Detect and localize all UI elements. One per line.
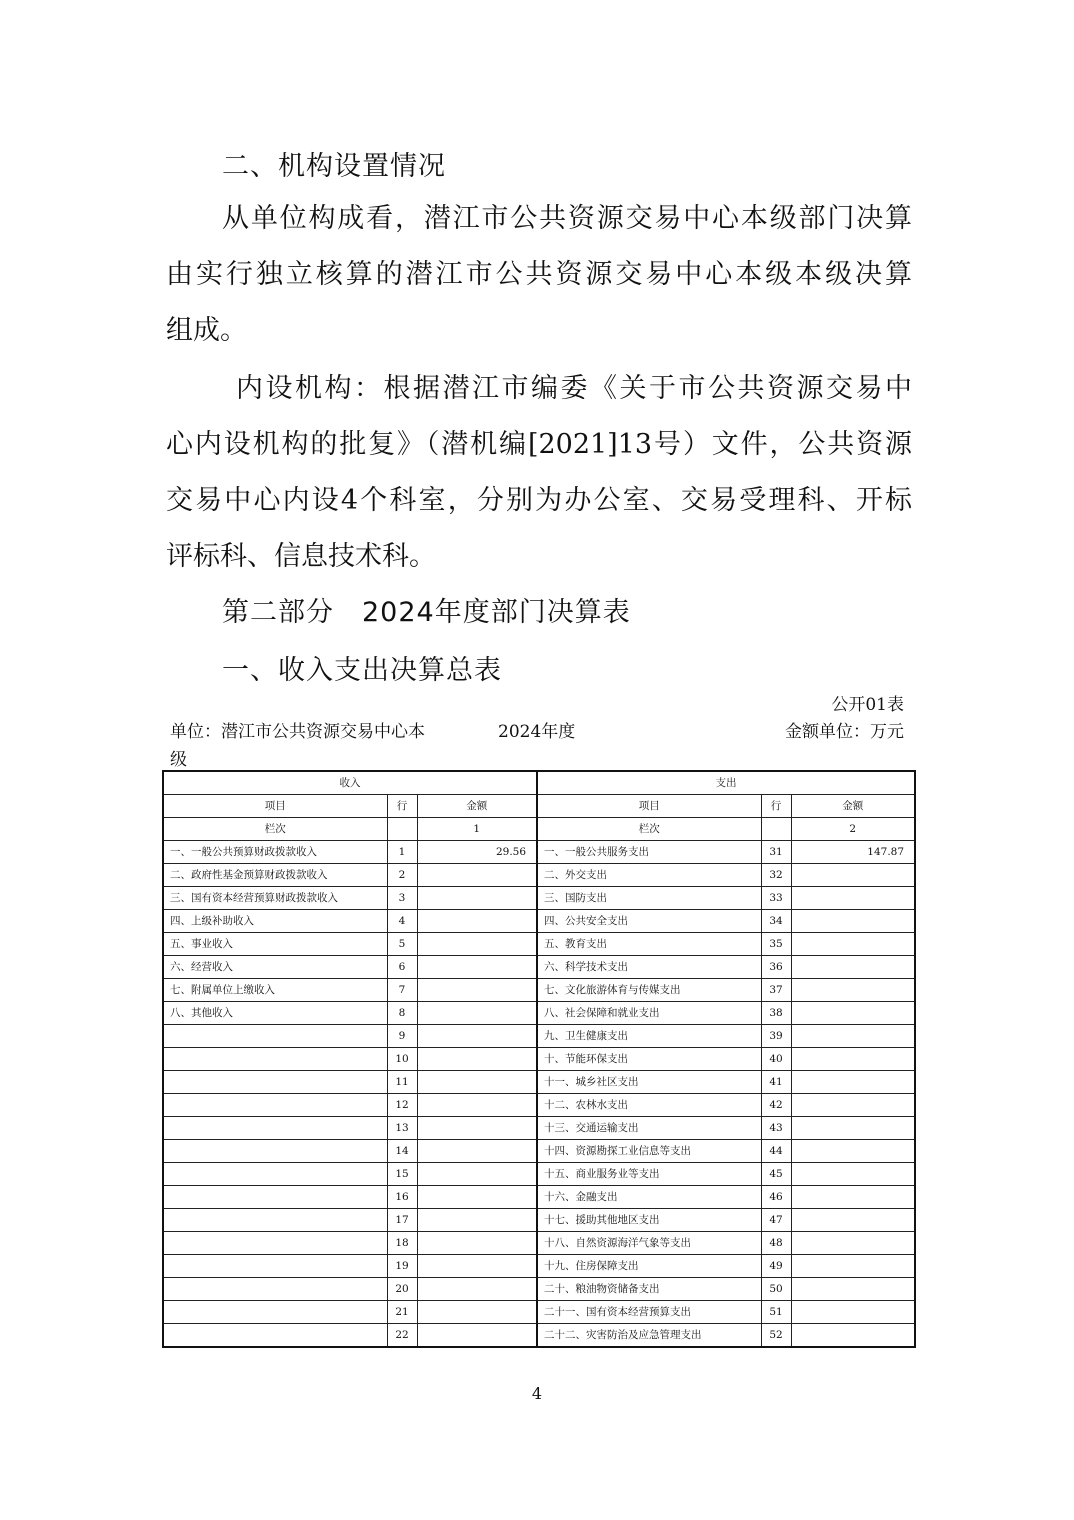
income-item-cell: 五、事业收入 (163, 933, 387, 956)
paragraph-line: 内设机构：根据潜江市编委《关于市公共资源交易中 (236, 373, 912, 404)
expense-amount-cell (791, 1278, 915, 1301)
paragraph-line: 心内设机构的批复》（潜机编[2021]13号）文件，公共资源 (166, 429, 912, 460)
expense-row-number-cell: 40 (761, 1048, 791, 1071)
section-heading: 二、机构设置情况 (222, 151, 446, 182)
income-amount-cell: 29.56 (417, 841, 537, 864)
expense-amount-cell (791, 979, 915, 1002)
expense-item-cell: 三、国防支出 (537, 887, 761, 910)
income-row-number-cell: 8 (387, 1002, 417, 1025)
table-row (163, 1094, 915, 1117)
expense-item-cell: 十一、城乡社区支出 (537, 1071, 761, 1094)
expense-amount-cell (791, 1209, 915, 1232)
income-row-number-cell: 14 (387, 1140, 417, 1163)
income-amount-cell (417, 1140, 537, 1163)
income-row-number-cell: 4 (387, 910, 417, 933)
expense-header: 支出 (537, 771, 915, 795)
paragraph-line: 从单位构成看，潜江市公共资源交易中心本级部门决算 (222, 203, 912, 234)
expense-item-cell: 一、一般公共服务支出 (537, 841, 761, 864)
expense-row-number-cell: 33 (761, 887, 791, 910)
income-row-number-cell: 11 (387, 1071, 417, 1094)
expense-item-cell: 五、教育支出 (537, 933, 761, 956)
table-body (163, 841, 915, 1348)
income-item-cell (163, 1324, 387, 1348)
income-item-cell (163, 1278, 387, 1301)
income-row-number-cell: 15 (387, 1163, 417, 1186)
table-header-row (163, 818, 915, 841)
expense-item-cell: 七、文化旅游体育与传媒支出 (537, 979, 761, 1002)
expense-col-label: 栏次 (537, 818, 761, 841)
expense-amount-cell (791, 1094, 915, 1117)
expense-amount-cell (791, 887, 915, 910)
expense-item-cell: 十九、住房保障支出 (537, 1255, 761, 1278)
income-row-number-cell: 13 (387, 1117, 417, 1140)
table-row (163, 1186, 915, 1209)
table-row (163, 1278, 915, 1301)
expense-item-cell: 二、外交支出 (537, 864, 761, 887)
income-item-cell (163, 1301, 387, 1324)
table-row (163, 1025, 915, 1048)
income-amount-cell (417, 1094, 537, 1117)
income-item-cell (163, 1209, 387, 1232)
expense-row-number-cell: 47 (761, 1209, 791, 1232)
income-row-number-cell: 3 (387, 887, 417, 910)
table-row (163, 1002, 915, 1025)
income-item-cell (163, 1117, 387, 1140)
income-amount-cell (417, 1163, 537, 1186)
expense-item-cell: 十六、金融支出 (537, 1186, 761, 1209)
income-amount-cell (417, 910, 537, 933)
income-item-cell: 二、政府性基金预算财政拨款收入 (163, 864, 387, 887)
expense-item-cell: 十四、资源勘探工业信息等支出 (537, 1140, 761, 1163)
table-header-row (163, 795, 915, 818)
expense-item-cell: 十五、商业服务业等支出 (537, 1163, 761, 1186)
expense-item-cell: 九、卫生健康支出 (537, 1025, 761, 1048)
expense-amount-cell (791, 956, 915, 979)
income-row-number-cell: 19 (387, 1255, 417, 1278)
expense-amount-cell (791, 864, 915, 887)
table-row (163, 1071, 915, 1094)
table-row (163, 1163, 915, 1186)
table-header-row (163, 771, 915, 795)
table-heading: 一、收入支出决算总表 (222, 655, 502, 686)
expense-amount-header: 金额 (791, 795, 915, 818)
income-row-number-cell: 12 (387, 1094, 417, 1117)
income-item-cell (163, 1232, 387, 1255)
expense-item-cell: 二十、粮油物资储备支出 (537, 1278, 761, 1301)
expense-row-number-cell: 42 (761, 1094, 791, 1117)
expense-item-cell: 十八、自然资源海洋气象等支出 (537, 1232, 761, 1255)
income-amount-cell (417, 1071, 537, 1094)
expense-row-number-cell: 44 (761, 1140, 791, 1163)
expense-row-number-cell: 38 (761, 1002, 791, 1025)
expense-amount-cell (791, 1232, 915, 1255)
amount-unit: 金额单位：万元 (785, 722, 904, 742)
expense-amount-cell (791, 1117, 915, 1140)
income-row-number-cell: 1 (387, 841, 417, 864)
income-row-number-cell: 20 (387, 1278, 417, 1301)
income-item-cell: 七、附属单位上缴收入 (163, 979, 387, 1002)
empty-cell (761, 818, 791, 841)
paragraph-line: 由实行独立核算的潜江市公共资源交易中心本级本级决算 (166, 259, 912, 290)
table-row (163, 1324, 915, 1348)
expense-item-cell: 四、公共安全支出 (537, 910, 761, 933)
paragraph-line: 组成。 (166, 315, 247, 346)
income-row-number-cell: 16 (387, 1186, 417, 1209)
expense-row-number-cell: 48 (761, 1232, 791, 1255)
empty-cell (387, 818, 417, 841)
expense-row-number-cell: 35 (761, 933, 791, 956)
table-row (163, 910, 915, 933)
income-item-cell: 六、经营收入 (163, 956, 387, 979)
expense-row-number-cell: 49 (761, 1255, 791, 1278)
income-amount-cell (417, 887, 537, 910)
income-row-number-cell: 21 (387, 1301, 417, 1324)
table-row (163, 1255, 915, 1278)
table-row (163, 1209, 915, 1232)
expense-amount-cell (791, 933, 915, 956)
expense-item-cell: 二十一、国有资本经营预算支出 (537, 1301, 761, 1324)
income-amount-cell (417, 1255, 537, 1278)
income-row-number-cell: 10 (387, 1048, 417, 1071)
income-row-number-cell: 18 (387, 1232, 417, 1255)
expense-item-cell: 十七、援助其他地区支出 (537, 1209, 761, 1232)
expense-row-number-cell: 51 (761, 1301, 791, 1324)
expense-amount-cell (791, 910, 915, 933)
income-row-number-cell: 9 (387, 1025, 417, 1048)
income-col-number: 1 (417, 818, 537, 841)
form-number: 公开01表 (831, 695, 904, 715)
expense-item-cell: 十二、农林水支出 (537, 1094, 761, 1117)
income-amount-header: 金额 (417, 795, 537, 818)
income-item-cell: 一、一般公共预算财政拨款收入 (163, 841, 387, 864)
income-item-cell (163, 1255, 387, 1278)
income-amount-cell (417, 1186, 537, 1209)
table-row (163, 979, 915, 1002)
income-item-cell (163, 1140, 387, 1163)
table-row (163, 1301, 915, 1324)
expense-amount-cell (791, 1163, 915, 1186)
income-col-label: 栏次 (163, 818, 387, 841)
income-item-cell (163, 1048, 387, 1071)
income-item-cell (163, 1186, 387, 1209)
income-item-cell (163, 1163, 387, 1186)
fiscal-year: 2024年度 (498, 722, 576, 742)
expense-row-number-cell: 41 (761, 1071, 791, 1094)
income-expense-table (162, 770, 916, 1348)
expense-row-header: 行 (761, 795, 791, 818)
table-row (163, 933, 915, 956)
income-amount-cell (417, 1209, 537, 1232)
income-amount-cell (417, 979, 537, 1002)
expense-amount-cell (791, 1002, 915, 1025)
table-row (163, 1232, 915, 1255)
expense-row-number-cell: 52 (761, 1324, 791, 1348)
income-item-cell: 四、上级补助收入 (163, 910, 387, 933)
table-row (163, 841, 915, 864)
expense-row-number-cell: 45 (761, 1163, 791, 1186)
expense-item-cell: 十、节能环保支出 (537, 1048, 761, 1071)
income-item-cell (163, 1094, 387, 1117)
income-row-number-cell: 6 (387, 956, 417, 979)
expense-row-number-cell: 31 (761, 841, 791, 864)
income-header: 收入 (163, 771, 537, 795)
income-amount-cell (417, 956, 537, 979)
income-amount-cell (417, 1324, 537, 1348)
expense-col-number: 2 (791, 818, 915, 841)
income-item-cell: 八、其他收入 (163, 1002, 387, 1025)
income-amount-cell (417, 1048, 537, 1071)
income-row-number-cell: 22 (387, 1324, 417, 1348)
expense-row-number-cell: 46 (761, 1186, 791, 1209)
expense-amount-cell (791, 1140, 915, 1163)
income-item-cell: 三、国有资本经营预算财政拨款收入 (163, 887, 387, 910)
expense-amount-cell (791, 1186, 915, 1209)
table-row (163, 1117, 915, 1140)
income-row-number-cell: 7 (387, 979, 417, 1002)
income-item-cell (163, 1071, 387, 1094)
expense-amount-cell: 147.87 (791, 841, 915, 864)
table-row (163, 864, 915, 887)
expense-amount-cell (791, 1048, 915, 1071)
expense-item-header: 项目 (537, 795, 761, 818)
expense-row-number-cell: 32 (761, 864, 791, 887)
income-amount-cell (417, 1117, 537, 1140)
expense-amount-cell (791, 1255, 915, 1278)
expense-row-number-cell: 43 (761, 1117, 791, 1140)
expense-row-number-cell: 34 (761, 910, 791, 933)
income-item-header: 项目 (163, 795, 387, 818)
expense-item-cell: 二十二、灾害防治及应急管理支出 (537, 1324, 761, 1348)
income-item-cell (163, 1025, 387, 1048)
expense-row-number-cell: 50 (761, 1278, 791, 1301)
expense-row-number-cell: 39 (761, 1025, 791, 1048)
income-amount-cell (417, 933, 537, 956)
expense-amount-cell (791, 1324, 915, 1348)
expense-row-number-cell: 36 (761, 956, 791, 979)
income-amount-cell (417, 864, 537, 887)
expense-amount-cell (791, 1025, 915, 1048)
page-number: 4 (531, 1384, 543, 1403)
expense-item-cell: 八、社会保障和就业支出 (537, 1002, 761, 1025)
expense-row-number-cell: 37 (761, 979, 791, 1002)
expense-item-cell: 六、科学技术支出 (537, 956, 761, 979)
income-amount-cell (417, 1232, 537, 1255)
table-row (163, 1140, 915, 1163)
paragraph-line: 评标科、信息技术科。 (166, 541, 436, 572)
income-row-number-cell: 17 (387, 1209, 417, 1232)
unit-label-continued: 级 (170, 750, 187, 770)
income-row-number-cell: 5 (387, 933, 417, 956)
expense-amount-cell (791, 1071, 915, 1094)
table-row (163, 887, 915, 910)
table-row (163, 1048, 915, 1071)
income-amount-cell (417, 1002, 537, 1025)
income-amount-cell (417, 1025, 537, 1048)
expense-amount-cell (791, 1301, 915, 1324)
part-heading: 第二部分 2024年度部门决算表 (222, 597, 631, 628)
income-amount-cell (417, 1301, 537, 1324)
unit-label: 单位：潜江市公共资源交易中心本 (170, 722, 425, 742)
income-amount-cell (417, 1278, 537, 1301)
table-row (163, 956, 915, 979)
expense-item-cell: 十三、交通运输支出 (537, 1117, 761, 1140)
income-row-number-cell: 2 (387, 864, 417, 887)
paragraph-line: 交易中心内设4个科室，分别为办公室、交易受理科、开标 (166, 485, 912, 516)
income-row-header: 行 (387, 795, 417, 818)
